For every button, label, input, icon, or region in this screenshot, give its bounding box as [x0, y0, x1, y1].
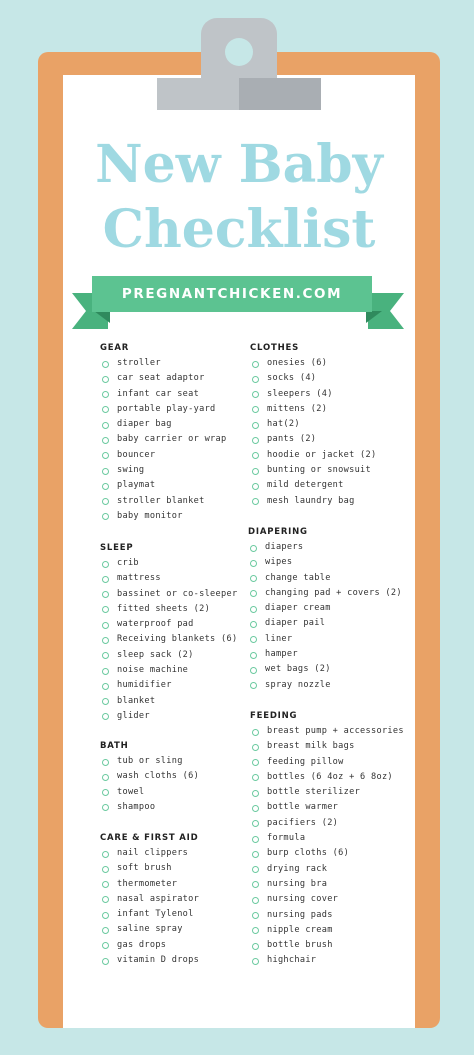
checkbox-circle-icon[interactable]: [102, 668, 109, 675]
checklist-item: [250, 831, 404, 846]
checklist-item: [100, 356, 226, 371]
checkbox-circle-icon[interactable]: [252, 468, 259, 475]
checkbox-circle-icon[interactable]: [252, 483, 259, 490]
checklist-item-label: bouncer: [117, 449, 156, 460]
checklist-item: [100, 463, 226, 478]
checkbox-circle-icon[interactable]: [102, 652, 109, 659]
checklist-item: [250, 417, 376, 432]
checklist-item-label: breast pump + accessories: [267, 726, 404, 736]
checkbox-circle-icon[interactable]: [102, 468, 109, 475]
section-heading: CARE & FIRST AID: [100, 833, 199, 843]
checkbox-circle-icon[interactable]: [252, 805, 259, 812]
checklist-item-label: glider: [117, 710, 150, 721]
checklist-item: [250, 908, 404, 923]
checkbox-circle-icon[interactable]: [102, 851, 109, 858]
checklist-item-label: diaper bag: [117, 419, 172, 430]
checklist-item: [250, 785, 404, 800]
checklist-item: [250, 862, 404, 877]
checklist-item-label: stroller blanket: [117, 495, 205, 506]
checklist-item-label: liner: [265, 633, 293, 644]
checklist-item-label: soft brush: [117, 863, 172, 874]
checklist-item: [100, 432, 226, 447]
checklist-item: [100, 694, 237, 709]
checklist-item: [100, 938, 199, 953]
checkbox-circle-icon[interactable]: [102, 361, 109, 368]
checklist-item-label: diaper cream: [265, 603, 331, 614]
checklist-item-label: Receiving blankets (6): [117, 634, 238, 645]
checklist-item-label: nursing bra: [267, 878, 328, 889]
checklist-item-label: nursing pads: [267, 909, 333, 920]
checklist-item-label: mittens (2): [267, 403, 328, 414]
checklist-item: [250, 938, 404, 953]
checklist-item: [100, 769, 199, 784]
checkbox-circle-icon[interactable]: [102, 683, 109, 690]
checkbox-circle-icon[interactable]: [252, 943, 259, 950]
checklist-item-label: pacifiers (2): [267, 817, 339, 828]
checklist-item: [100, 632, 237, 647]
checklist-item: [250, 432, 376, 447]
checklist-item: [248, 601, 402, 616]
checkbox-circle-icon[interactable]: [252, 958, 259, 965]
checkbox-circle-icon[interactable]: [102, 958, 109, 965]
checklist-item-label: bottle brush: [267, 940, 333, 951]
checkbox-circle-icon[interactable]: [252, 361, 259, 368]
checkbox-circle-icon[interactable]: [102, 591, 109, 598]
checklist-item: [250, 739, 404, 754]
checkbox-circle-icon[interactable]: [252, 406, 259, 413]
checklist-item-label: bottles (6 4oz + 6 8oz): [267, 771, 393, 782]
checklist-item: [250, 770, 404, 785]
checklist-item-label: shampoo: [117, 801, 156, 812]
checkbox-circle-icon[interactable]: [252, 774, 259, 781]
checkbox-circle-icon[interactable]: [102, 912, 109, 919]
checkbox-circle-icon[interactable]: [252, 437, 259, 444]
checklist-item-label: spray nozzle: [265, 679, 331, 690]
checkbox-circle-icon[interactable]: [102, 789, 109, 796]
checkbox-circle-icon[interactable]: [250, 575, 257, 582]
checklist-item-label: burp cloths (6): [267, 848, 350, 859]
checklist-item-label: playmat: [117, 480, 156, 491]
checklist-item-label: bunting or snowsuit: [267, 465, 372, 476]
checklist-item-label: diapers: [265, 542, 304, 552]
checkbox-circle-icon[interactable]: [250, 636, 257, 643]
checklist-item-label: hat(2): [267, 419, 300, 430]
checkbox-circle-icon[interactable]: [102, 881, 109, 888]
checklist: [100, 846, 199, 968]
checklist: [250, 356, 376, 509]
checkbox-circle-icon[interactable]: [102, 483, 109, 490]
checklist-item-label: changing pad + covers (2): [265, 587, 402, 598]
checklist-item-label: breast milk bags: [267, 741, 355, 752]
checkbox-circle-icon[interactable]: [250, 606, 257, 613]
checklist-item: [100, 556, 237, 571]
checkbox-circle-icon[interactable]: [102, 391, 109, 398]
checkbox-circle-icon[interactable]: [102, 437, 109, 444]
checkbox-circle-icon[interactable]: [102, 804, 109, 811]
checklist-item: [250, 371, 376, 386]
checkbox-circle-icon[interactable]: [252, 927, 259, 934]
checklist-item: [100, 571, 237, 586]
checklist-item: [100, 922, 199, 937]
page-title-line2: Checklist: [102, 199, 376, 260]
checklist-item: [100, 846, 199, 861]
section-gear: [100, 341, 226, 524]
checkbox-circle-icon[interactable]: [102, 927, 109, 934]
checklist-item: [100, 663, 237, 678]
checkbox-circle-icon[interactable]: [252, 790, 259, 797]
checkbox-circle-icon[interactable]: [102, 406, 109, 413]
checklist-item: [248, 571, 402, 586]
section-bath: [100, 739, 199, 815]
checkbox-circle-icon[interactable]: [102, 452, 109, 459]
checklist-item-label: diaper pail: [265, 618, 326, 629]
checklist-item: [100, 402, 226, 417]
checklist-item-label: hoodie or jacket (2): [267, 449, 377, 460]
checklist-item: [248, 632, 402, 647]
checklist-item-label: socks (4): [267, 373, 317, 384]
checklist-item: [250, 478, 376, 493]
checklist-item-label: onesies (6): [267, 358, 328, 368]
section-care-first-aid: [100, 831, 199, 968]
checklist-item-label: noise machine: [117, 665, 189, 676]
checkbox-circle-icon[interactable]: [250, 652, 257, 659]
checklist-item: [100, 907, 199, 922]
checklist-item-label: highchair: [267, 955, 317, 966]
checklist-item-label: humidifier: [117, 680, 172, 691]
checkbox-circle-icon[interactable]: [102, 759, 109, 766]
checklist-item: [250, 755, 404, 770]
checklist-item-label: vitamin D drops: [117, 955, 200, 966]
checklist-item: [250, 448, 376, 463]
checklist-item-label: baby monitor: [117, 510, 183, 521]
checklist-item-label: drying rack: [267, 863, 328, 874]
checklist-item-label: blanket: [117, 695, 156, 706]
checkbox-circle-icon[interactable]: [252, 851, 259, 858]
checklist-item: [100, 371, 226, 386]
checklist-item: [100, 417, 226, 432]
checkbox-circle-icon[interactable]: [250, 682, 257, 689]
checklist-item: [100, 448, 226, 463]
checkbox-circle-icon[interactable]: [102, 422, 109, 429]
checklist-item-label: portable play-yard: [117, 403, 216, 414]
section-clothes: [250, 341, 376, 509]
checkbox-circle-icon[interactable]: [102, 606, 109, 613]
checklist-item-label: formula: [267, 833, 306, 844]
checklist-item-label: wipes: [265, 557, 293, 568]
checklist: [100, 556, 237, 724]
checklist-item-label: nail clippers: [117, 848, 189, 858]
checklist-item-label: wash cloths (6): [117, 771, 200, 782]
checklist: [100, 754, 199, 815]
checklist-item: [250, 800, 404, 815]
checklist-item: [100, 709, 237, 724]
section-diapering: [248, 525, 402, 693]
checklist-item-label: infant Tylenol: [117, 909, 194, 920]
checkbox-circle-icon[interactable]: [102, 576, 109, 583]
checklist-item: [248, 586, 402, 601]
checklist-item: [250, 724, 404, 739]
section-heading: CLOTHES: [250, 343, 300, 353]
checkbox-circle-icon[interactable]: [102, 498, 109, 505]
checklist-item-label: stroller: [117, 358, 161, 368]
checkbox-circle-icon[interactable]: [252, 452, 259, 459]
section-heading: FEEDING: [250, 711, 298, 721]
section-heading: DIAPERING: [248, 527, 308, 537]
checklist-item-label: wet bags (2): [265, 664, 331, 675]
checkbox-circle-icon[interactable]: [102, 713, 109, 720]
checklist-item: [100, 877, 199, 892]
checklist-item-label: nursing cover: [267, 894, 339, 905]
checkbox-circle-icon[interactable]: [102, 637, 109, 644]
checklist-item: [248, 662, 402, 677]
checklist-item: [248, 647, 402, 662]
checkbox-circle-icon[interactable]: [102, 942, 109, 949]
checkbox-circle-icon[interactable]: [102, 376, 109, 383]
checkbox-circle-icon[interactable]: [252, 759, 259, 766]
checklist-item-label: bottle sterilizer: [267, 787, 361, 798]
checklist-item: [100, 648, 237, 663]
checkbox-circle-icon[interactable]: [252, 820, 259, 827]
checklist-item: [100, 494, 226, 509]
checklist-item-label: mild detergent: [267, 480, 344, 491]
checkbox-circle-icon[interactable]: [102, 561, 109, 568]
checklist-item: [100, 617, 237, 632]
checklist-item-label: swing: [117, 465, 145, 476]
checkbox-circle-icon[interactable]: [102, 896, 109, 903]
checklist-item: [250, 356, 376, 371]
checkbox-circle-icon[interactable]: [250, 560, 257, 567]
checklist-item: [250, 953, 404, 968]
checklist-item: [250, 923, 404, 938]
checkbox-circle-icon[interactable]: [102, 622, 109, 629]
checklist-item: [248, 678, 402, 693]
checklist-item: [248, 540, 402, 555]
checkbox-circle-icon[interactable]: [250, 590, 257, 597]
checklist-item-label: gas drops: [117, 939, 167, 950]
checklist-item-label: tub or sling: [117, 756, 183, 766]
checklist-item-label: sleepers (4): [267, 388, 333, 399]
checkbox-circle-icon[interactable]: [250, 621, 257, 628]
checklist-item-label: sleep sack (2): [117, 649, 194, 660]
checkbox-circle-icon[interactable]: [250, 545, 257, 552]
checklist-item: [100, 785, 199, 800]
checkbox-circle-icon[interactable]: [252, 744, 259, 751]
checklist-item-label: infant car seat: [117, 388, 200, 399]
checklist-item-label: nasal aspirator: [117, 893, 200, 904]
checklist-item-label: car seat adaptor: [117, 373, 205, 384]
checklist-item-label: nipple cream: [267, 924, 333, 935]
checklist: [100, 356, 226, 524]
checklist-item: [100, 509, 226, 524]
checklist-item-label: crib: [117, 558, 139, 568]
checklist-item-label: hamper: [265, 649, 298, 660]
checklist-item: [100, 892, 199, 907]
checkbox-circle-icon[interactable]: [252, 391, 259, 398]
checkbox-circle-icon[interactable]: [102, 774, 109, 781]
checklist-item-label: baby carrier or wrap: [117, 434, 227, 445]
checklist-item: [100, 861, 199, 876]
checklist-item-label: towel: [117, 786, 145, 797]
section-sleep: [100, 541, 237, 724]
checklist-item: [250, 846, 404, 861]
checkbox-circle-icon[interactable]: [252, 422, 259, 429]
section-heading: SLEEP: [100, 543, 134, 553]
checklist-item: [100, 387, 226, 402]
checklist-item-label: bottle warmer: [267, 802, 339, 813]
checklist-item: [250, 387, 376, 402]
checkbox-circle-icon[interactable]: [102, 698, 109, 705]
checkbox-circle-icon[interactable]: [250, 667, 257, 674]
checklist-item: [248, 616, 402, 631]
banner-text: PREGNANTCHICKEN.COM: [92, 276, 372, 312]
section-feeding: [250, 709, 404, 969]
section-heading: BATH: [100, 741, 129, 751]
checkbox-circle-icon[interactable]: [252, 881, 259, 888]
checklist-item: [250, 816, 404, 831]
checklist-item-label: bassinet or co-sleeper: [117, 588, 238, 599]
checklist-item-label: fitted sheets (2): [117, 603, 211, 614]
checkbox-circle-icon[interactable]: [252, 498, 259, 505]
checkbox-circle-icon[interactable]: [102, 513, 109, 520]
checklist-item: [100, 478, 226, 493]
checkbox-circle-icon[interactable]: [252, 866, 259, 873]
checkbox-circle-icon[interactable]: [102, 866, 109, 873]
checklist: [250, 724, 404, 969]
checklist-item: [100, 678, 237, 693]
section-heading: GEAR: [100, 343, 130, 353]
page-title-line1: New Baby: [95, 134, 383, 195]
checklist-item: [100, 602, 237, 617]
checklist-item: [100, 800, 199, 815]
checklist-item-label: change table: [265, 572, 331, 583]
checkbox-circle-icon[interactable]: [252, 729, 259, 736]
checklist-item-label: pants (2): [267, 434, 317, 445]
checkbox-circle-icon[interactable]: [252, 836, 259, 843]
checkbox-circle-icon[interactable]: [252, 912, 259, 919]
checklist-item-label: mesh laundry bag: [267, 495, 355, 506]
checklist-item-label: thermometer: [117, 878, 178, 889]
checklist-item: [250, 463, 376, 478]
checklist-item-label: feeding pillow: [267, 756, 344, 767]
checklist-item-label: waterproof pad: [117, 619, 194, 630]
checklist-item: [250, 892, 404, 907]
checklist-item: [250, 402, 376, 417]
checklist-item: [100, 953, 199, 968]
checklist-item-label: mattress: [117, 573, 161, 584]
checklist: [248, 540, 402, 693]
checkbox-circle-icon[interactable]: [252, 376, 259, 383]
checklist-item: [100, 754, 199, 769]
checklist-item-label: saline spray: [117, 924, 183, 935]
checklist-item: [248, 555, 402, 570]
checkbox-circle-icon[interactable]: [252, 897, 259, 904]
checklist-item: [250, 494, 376, 509]
checklist-item: [100, 587, 237, 602]
checklist-item: [250, 877, 404, 892]
